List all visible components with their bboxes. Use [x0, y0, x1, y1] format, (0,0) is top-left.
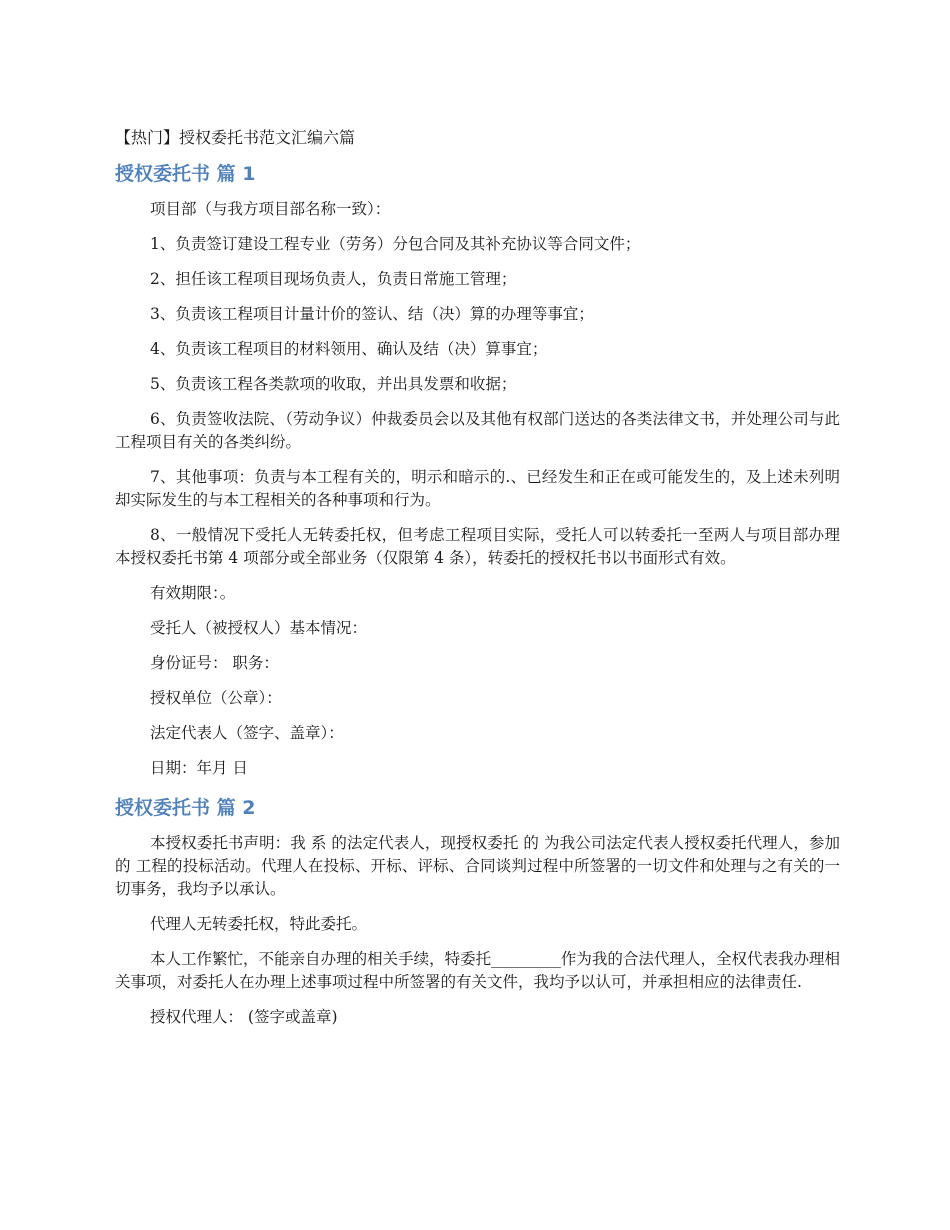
section-2: [115, 796, 840, 1029]
section-1: [115, 162, 840, 780]
paragraph: 本人工作繁忙，不能亲自办理的相关手续，特委托_________作为我的合法代理人，全权代表我办理相关事项，对委托人在办理上述事项过程中所签署的有关文件，我均予以认可，并承担相应的法律责任.: [115, 950, 840, 991]
paragraph: 2、担任该工程项目现场负责人，负责日常施工管理；: [150, 270, 517, 288]
paragraph: 代理人无转委托权，特此委托。: [150, 915, 368, 933]
paragraph: 5、负责该工程各类款项的收取，并出具发票和收据；: [150, 375, 517, 393]
paragraph: 授权单位（公章）：: [150, 689, 282, 707]
paragraph: 8、一般情况下受托人无转委托权，但考虑工程项目实际，受托人可以转委托一至两人与项目部办理本授权委托书第 4 项部分或全部业务（仅限第 4 条），转委托的授权托书以书面形式有效。: [115, 526, 840, 567]
paragraph: 本授权委托书声明：我 系 的法定代表人，现授权委托 的 为我公司法定代表人授权委托代理人，参加 的 工程的投标活动。代理人在投标、开标、评标、合同谈判过程中所签署的一切文件和处理与之有关的一切事务，我均予以承认。: [115, 834, 840, 898]
section-heading: 授权委托书 篇 2: [115, 797, 256, 819]
paragraph: 授权代理人： (签字或盖章): [150, 1008, 338, 1026]
paragraph: 项目部（与我方项目部名称一致）：: [150, 200, 391, 218]
paragraph: 法定代表人（签字、盖章）：: [150, 724, 344, 742]
paragraph: 6、负责签收法院、（劳动争议）仲裁委员会以及其他有权部门送达的各类法律文书，并处理公司与此工程项目有关的各类纠纷。: [115, 410, 840, 451]
paragraph: 受托人（被授权人）基本情况：: [150, 619, 368, 637]
paragraph: 有效期限：。: [150, 584, 236, 602]
paragraph: 3、负责该工程项目计量计价的签认、结（决）算的办理等事宜；: [150, 305, 594, 323]
section-heading: 授权委托书 篇 1: [115, 163, 256, 185]
document-page: [115, 127, 840, 1041]
paragraph: 1、负责签订建设工程专业（劳务）分包合同及其补充协议等合同文件；: [150, 235, 641, 253]
paragraph: 4、负责该工程项目的材料领用、确认及结（决）算事宜；: [150, 340, 548, 358]
document-title: 【热门】授权委托书范文汇编六篇: [115, 128, 356, 147]
paragraph: 身份证号： 职务：: [150, 654, 279, 672]
paragraph: 7、其他事项：负责与本工程有关的，明示和暗示的.、已经发生和正在或可能发生的，及上述未列明却实际发生的与本工程相关的各种事项和行为。: [115, 468, 840, 509]
paragraph: 日期：年月 日: [150, 759, 248, 777]
